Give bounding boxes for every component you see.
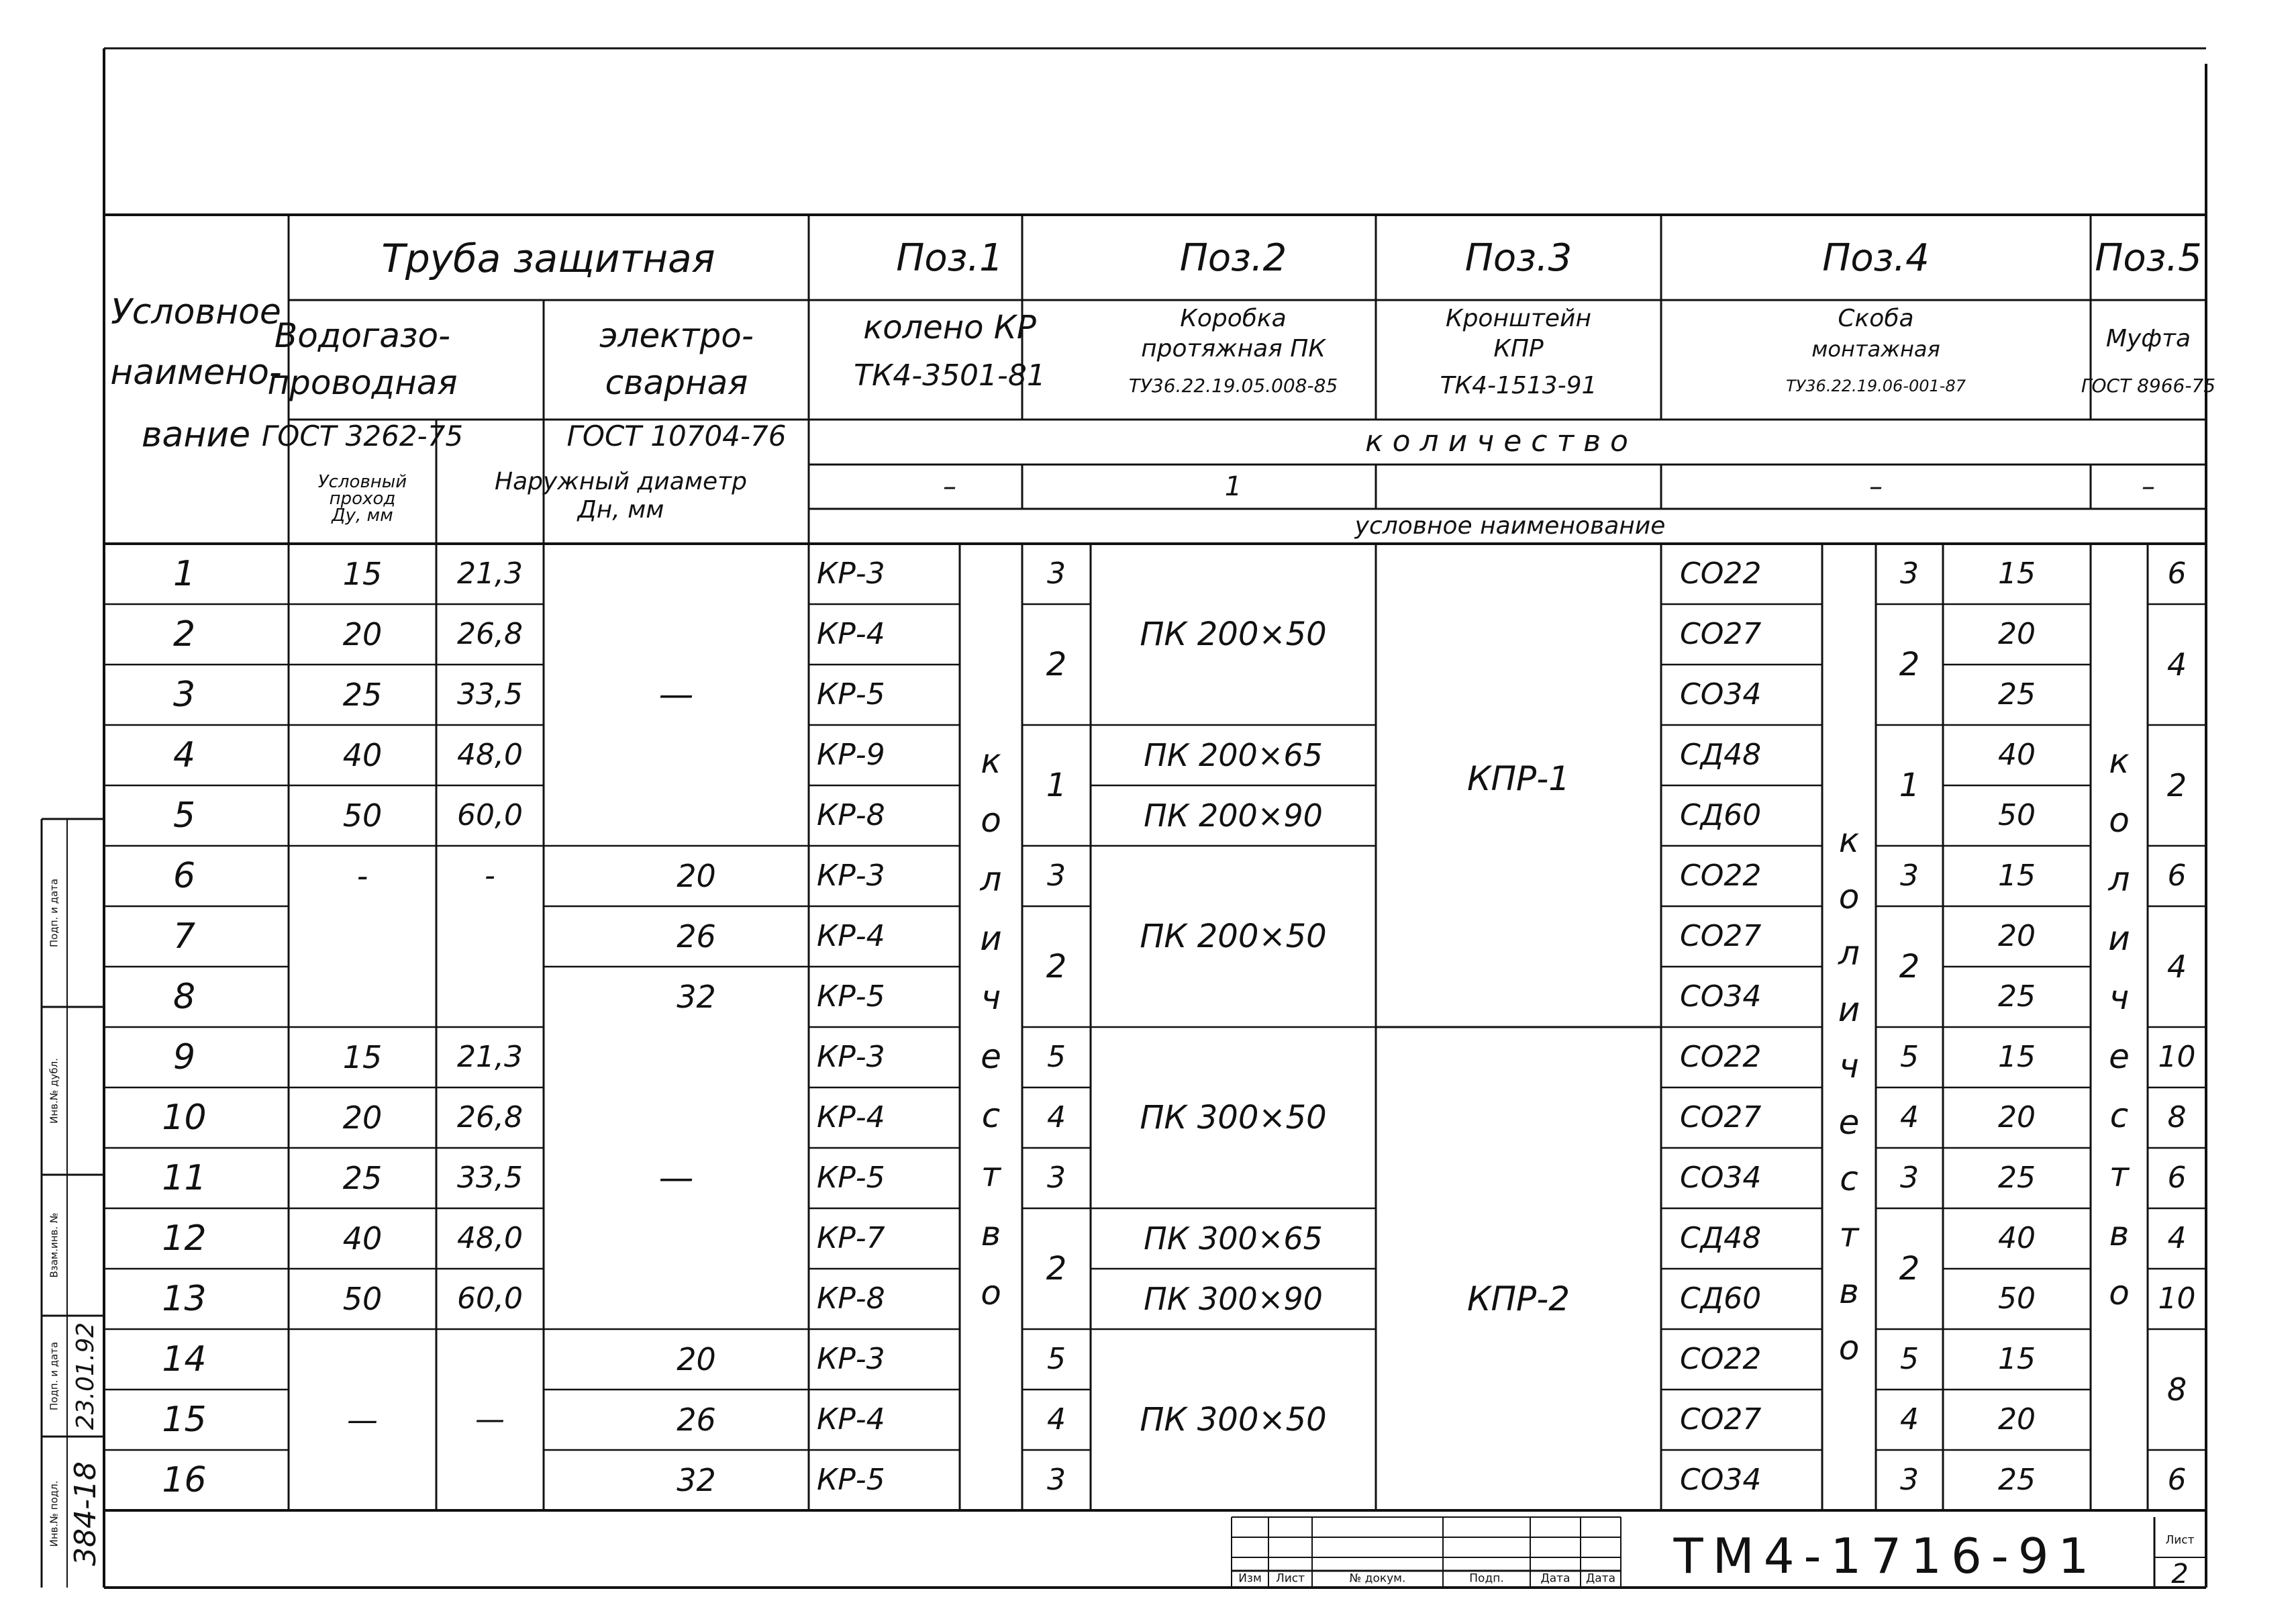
row-kr: КР-4 <box>817 1100 885 1134</box>
row-dn: 26,8 <box>457 1100 523 1134</box>
row-co: СО22 <box>1680 859 1762 893</box>
row-kr: КР-3 <box>817 859 885 893</box>
row-number: 12 <box>162 1218 207 1259</box>
row-es: 26 <box>677 1402 716 1438</box>
row-dy: 40 <box>342 737 383 773</box>
tb-list: Лист <box>1275 1571 1305 1586</box>
header-pos3-name-2: КПР <box>1493 335 1544 362</box>
row-kr: КР-7 <box>817 1221 885 1255</box>
row-m: 20 <box>1998 919 2036 953</box>
stamp-vzam-inv: Взам.инв. № <box>48 1212 60 1278</box>
row-co-qty: 3 <box>1900 859 1919 893</box>
header-pos2-name-1: Коробка <box>1180 305 1287 332</box>
row-dn: 33,5 <box>457 1161 523 1195</box>
row-m: 25 <box>1998 1161 2036 1195</box>
header-pipe-group: Труба защитная <box>381 236 715 281</box>
header-dy-3: Ду, мм <box>332 505 393 526</box>
row-m-qty: 4 <box>2167 1221 2187 1255</box>
stamp-podp-data-2: Подп. и дата <box>48 878 60 948</box>
row-dn: — <box>475 1402 505 1437</box>
header-pos1-label: Поз.1 <box>896 236 1003 280</box>
row-kr-qty: 3 <box>1047 859 1066 893</box>
row-number: 5 <box>172 795 196 836</box>
header-col-name-3: вание <box>141 415 251 455</box>
header-pos4-label: Поз.4 <box>1822 236 1930 280</box>
header-dy-2: проход <box>329 489 396 509</box>
header-es-2: сварная <box>605 363 748 402</box>
merged-kr-qty-4-5: 1 <box>1046 767 1067 804</box>
row-m: 50 <box>1998 798 2036 832</box>
row-m-qty: 8 <box>2167 1100 2187 1134</box>
merged-pk-1-3: ПК 200×50 <box>1140 616 1327 653</box>
row-m-qty: 6 <box>2167 1463 2187 1497</box>
header-qty-pos1: – <box>943 471 956 502</box>
row-dy: 15 <box>342 556 383 592</box>
stamp-date-value: 23.01.92 <box>72 1322 99 1430</box>
row-m: 15 <box>1998 1342 2036 1376</box>
row-co: СО22 <box>1680 556 1762 591</box>
row-dy: 50 <box>342 1281 383 1317</box>
tb-data: Дата <box>1540 1571 1570 1586</box>
header-vgp-1: Водогазо- <box>274 316 451 355</box>
row-co: СО34 <box>1680 1161 1762 1195</box>
row-kr-qty: 5 <box>1047 1342 1066 1376</box>
row-number: 15 <box>162 1400 207 1440</box>
row-m-qty: 6 <box>2167 556 2187 591</box>
row-number: 3 <box>172 675 196 715</box>
row-co: СД60 <box>1680 1281 1762 1316</box>
merged-kr-qty-7-8: 2 <box>1046 948 1067 985</box>
row-dn: 48,0 <box>457 738 523 772</box>
header-es-gost: ГОСТ 10704-76 <box>566 420 787 452</box>
row-dn: 48,0 <box>457 1221 523 1255</box>
header-qty-pos4: – <box>1869 471 1883 502</box>
merged-m-qty-4-5: 2 <box>2166 767 2187 804</box>
tb-izm: Изм <box>1238 1571 1262 1586</box>
vertical-kolichestvo-pos4: к о л и ч е с т в о <box>1838 821 1860 1367</box>
row-co: СО27 <box>1680 1402 1762 1437</box>
row-number: 16 <box>162 1460 207 1500</box>
row-co: СО27 <box>1680 1100 1762 1134</box>
tb-designation: ТМ4-1716-91 <box>1673 1528 2099 1584</box>
row-kr-qty: 3 <box>1047 1463 1066 1497</box>
row-dy: — <box>347 1402 378 1438</box>
row-dn: 33,5 <box>457 677 523 712</box>
header-qty-pos5: – <box>2142 471 2155 502</box>
row-co-qty: 5 <box>1900 1342 1919 1376</box>
header-qty-pos2: 1 <box>1224 471 1242 502</box>
row-m: 40 <box>1998 738 2036 772</box>
header-col-name-2: наимено- <box>110 352 282 393</box>
merged-m-qty-7-8: 4 <box>2166 949 2187 985</box>
row-kr: КР-5 <box>817 979 885 1014</box>
row-kr: КР-4 <box>817 617 885 651</box>
row-kr: КР-5 <box>817 677 885 712</box>
row-kr: КР-3 <box>817 556 885 591</box>
header-qty: к о л и ч е с т в о <box>1365 424 1628 458</box>
merged-pk-6-8: ПК 200×50 <box>1140 918 1327 955</box>
row-m: 15 <box>1998 1040 2036 1074</box>
header-pos5-label: Поз.5 <box>2095 236 2202 280</box>
row-dy: 20 <box>342 1100 383 1136</box>
row-dy: 25 <box>342 1160 383 1196</box>
row-es: 26 <box>677 918 716 955</box>
row-co: СО34 <box>1680 979 1762 1014</box>
header-pos4-name-2: монтажная <box>1811 336 1940 362</box>
row-m: 25 <box>1998 1463 2036 1497</box>
row-kr: КР-9 <box>817 738 885 772</box>
header-dn-1: Наружный диаметр <box>495 468 747 495</box>
row-dn: 26,8 <box>457 617 523 651</box>
merged-m-qty-14-15: 8 <box>2166 1371 2187 1408</box>
row-number: 9 <box>172 1037 196 1077</box>
row-co: СД48 <box>1680 1221 1762 1255</box>
row-co: СД60 <box>1680 798 1762 832</box>
merged-kpr-2: КПР-2 <box>1466 1279 1570 1318</box>
merged-co-qty-4-5: 1 <box>1899 767 1920 804</box>
merged-kpr-1: КПР-1 <box>1466 759 1570 798</box>
row-m: 50 <box>1998 1281 2036 1316</box>
row-co: СО27 <box>1680 617 1762 651</box>
row-number: 7 <box>172 916 196 957</box>
row-kr: КР-4 <box>817 919 885 953</box>
merged-kr-qty-2-3: 2 <box>1046 646 1067 683</box>
header-vgp-2: проводная <box>267 363 458 402</box>
row-dy: 40 <box>342 1220 383 1257</box>
row-co-qty: 3 <box>1900 1161 1919 1195</box>
row-kr: КР-5 <box>817 1463 885 1497</box>
row-dn: 60,0 <box>457 1281 523 1316</box>
row-es: 20 <box>677 858 716 894</box>
stamp-inv-podl: Инв.№ подл. <box>48 1480 60 1547</box>
row-es: 20 <box>677 1341 716 1377</box>
stamp-inv-dubl: Инв.№ дубл. <box>48 1058 60 1124</box>
merged-kr-qty-12-13: 2 <box>1046 1250 1067 1288</box>
stamp-podp-data: Подп. и дата <box>48 1341 60 1411</box>
row-number: 11 <box>162 1158 207 1198</box>
row-dy: - <box>356 858 368 894</box>
row-m: 15 <box>1998 556 2036 591</box>
row-co: СД48 <box>1680 738 1762 772</box>
merged-es-dash-a: — <box>658 675 694 715</box>
header-dn-2: Дн, мм <box>577 496 664 524</box>
stamp-inv-value: 384-18 <box>68 1461 103 1566</box>
header-pos5-doc: ГОСТ 8966-75 <box>2081 375 2216 397</box>
vertical-kolichestvo-pos1: к о л и ч е с т в о <box>980 742 1002 1312</box>
row-m: 20 <box>1998 617 2036 651</box>
row-dy: 50 <box>342 797 383 834</box>
row-pk: ПК 300×90 <box>1144 1281 1323 1317</box>
header-pos2-label: Поз.2 <box>1179 236 1287 280</box>
row-kr: КР-3 <box>817 1342 885 1376</box>
tb-doc-no: № докум. <box>1349 1571 1406 1586</box>
header-pos4-doc: ТУ36.22.19.06-001-87 <box>1786 377 1966 395</box>
row-kr: КР-3 <box>817 1040 885 1074</box>
row-kr-qty: 5 <box>1047 1040 1066 1074</box>
row-co-qty: 3 <box>1900 556 1919 591</box>
header-pos3-doc: ТК4-1513-91 <box>1440 372 1597 399</box>
row-dn: 21,3 <box>457 556 523 591</box>
row-number: 4 <box>172 735 196 775</box>
row-kr-qty: 4 <box>1047 1100 1066 1134</box>
row-co: СО27 <box>1680 919 1762 953</box>
row-pk: ПК 200×65 <box>1144 737 1323 773</box>
header-pos3-name-1: Кронштейн <box>1446 305 1591 332</box>
row-m: 40 <box>1998 1221 2036 1255</box>
header-pos1-doc: ТК4-3501-81 <box>854 358 1046 393</box>
row-kr-qty: 4 <box>1047 1402 1066 1437</box>
row-dn: - <box>485 859 495 893</box>
row-m: 25 <box>1998 979 2036 1014</box>
row-m-qty: 10 <box>2158 1040 2196 1074</box>
row-co: СО34 <box>1680 1463 1762 1497</box>
row-dy: 20 <box>342 616 383 652</box>
merged-es-dash-b: — <box>658 1158 694 1198</box>
row-es: 32 <box>677 1462 716 1498</box>
header-col-name-1: Условное <box>111 292 281 332</box>
row-number: 13 <box>162 1279 207 1319</box>
header-pos2-name-2: протяжная ПК <box>1141 335 1326 362</box>
tb-podp: Подп. <box>1469 1571 1504 1586</box>
merged-pk-9-11: ПК 300×50 <box>1140 1099 1327 1136</box>
header-pos2-doc: ТУ36.22.19.05.008-85 <box>1128 375 1338 397</box>
merged-co-qty-2-3: 2 <box>1899 646 1920 683</box>
row-number: 1 <box>172 554 196 594</box>
header-pos5-name: Муфта <box>2105 325 2191 352</box>
row-kr: КР-5 <box>817 1161 885 1195</box>
row-dn: 60,0 <box>457 798 523 832</box>
header-cond-name: условное наименование <box>1354 512 1666 540</box>
row-m: 25 <box>1998 677 2036 712</box>
header-pos1-name: колено КР <box>863 309 1036 346</box>
row-dy: 15 <box>342 1039 383 1075</box>
row-kr-qty: 3 <box>1047 556 1066 591</box>
tb-data-2: Дата <box>1585 1571 1616 1586</box>
row-m: 15 <box>1998 859 2036 893</box>
merged-pk-14-16: ПК 300×50 <box>1140 1401 1327 1439</box>
merged-co-qty-12-13: 2 <box>1899 1250 1920 1288</box>
row-co-qty: 5 <box>1900 1040 1919 1074</box>
row-es: 32 <box>677 979 716 1015</box>
row-m-qty: 10 <box>2158 1281 2196 1316</box>
row-number: 10 <box>162 1098 207 1138</box>
row-dn: 21,3 <box>457 1040 523 1074</box>
row-m-qty: 6 <box>2167 859 2187 893</box>
row-m: 20 <box>1998 1100 2036 1134</box>
row-dy: 25 <box>342 677 383 713</box>
row-co: СО22 <box>1680 1342 1762 1376</box>
header-vgp-gost: ГОСТ 3262-75 <box>261 420 464 452</box>
vertical-kolichestvo-pos5: к о л и ч е с т в о <box>2108 742 2130 1312</box>
row-co-qty: 3 <box>1900 1463 1919 1497</box>
header-dy-1: Условный <box>317 472 407 492</box>
row-kr: КР-8 <box>817 1281 885 1316</box>
row-co: СО22 <box>1680 1040 1762 1074</box>
header-es-1: электро- <box>599 316 754 355</box>
row-kr: КР-8 <box>817 798 885 832</box>
row-co-qty: 4 <box>1900 1402 1919 1437</box>
row-m-qty: 6 <box>2167 1161 2187 1195</box>
row-number: 2 <box>172 614 196 654</box>
row-kr-qty: 3 <box>1047 1161 1066 1195</box>
merged-co-qty-7-8: 2 <box>1899 948 1920 985</box>
tb-sheet-no: 2 <box>2171 1559 2189 1590</box>
header-pos4-name-1: Скоба <box>1838 305 1914 332</box>
row-co-qty: 4 <box>1900 1100 1919 1134</box>
row-co: СО34 <box>1680 677 1762 712</box>
row-number: 8 <box>172 977 196 1017</box>
row-kr: КР-4 <box>817 1402 885 1437</box>
merged-m-qty-2-3: 4 <box>2166 646 2187 683</box>
row-pk: ПК 300×65 <box>1144 1220 1323 1257</box>
header-pos3-label: Поз.3 <box>1464 236 1573 280</box>
tb-sheet-label: Лист <box>2165 1533 2195 1547</box>
row-m: 20 <box>1998 1402 2036 1437</box>
row-pk: ПК 200×90 <box>1144 797 1323 834</box>
row-number: 14 <box>162 1339 207 1379</box>
row-number: 6 <box>172 856 196 896</box>
